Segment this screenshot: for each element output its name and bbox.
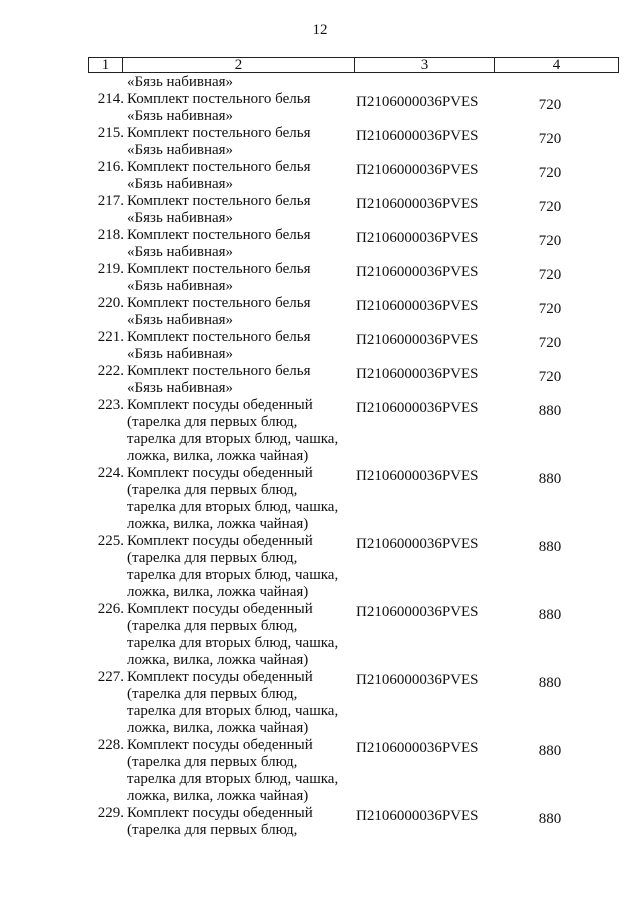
table-row — [0, 227, 640, 261]
item-description-line: (тарелка для первых блюд, — [127, 550, 298, 566]
table-row — [0, 91, 640, 125]
item-description-line: «Бязь набивная» — [127, 312, 234, 328]
item-quantity: 720 — [538, 267, 562, 283]
item-code: П2106000036PVES — [356, 128, 479, 144]
table-row — [0, 465, 640, 533]
item-code: П2106000036PVES — [356, 196, 479, 212]
item-description-line: «Бязь набивная» — [127, 142, 234, 158]
item-description-line: Комплект посуды обеденный — [127, 669, 313, 685]
item-description-line: Комплект посуды обеденный — [127, 465, 313, 481]
row-number: 218. — [97, 227, 124, 243]
table-row — [0, 805, 640, 839]
item-description — [127, 737, 357, 805]
item-description-line: ложка, вилка, ложка чайная) — [127, 652, 309, 668]
item-description-line: Комплект постельного белья — [127, 91, 311, 107]
item-description-line: Комплект постельного белья — [127, 363, 311, 379]
row-number: 228. — [97, 737, 124, 753]
row-number: 217. — [97, 193, 124, 209]
item-quantity: 720 — [538, 233, 562, 249]
item-description-line: Комплект постельного белья — [127, 159, 311, 175]
item-description — [127, 91, 357, 125]
column-header-3: 3 — [355, 58, 495, 73]
item-quantity: 720 — [538, 131, 562, 147]
table-row — [0, 533, 640, 601]
item-code: П2106000036PVES — [356, 332, 479, 348]
item-description-line: Комплект постельного белья — [127, 329, 311, 345]
row-number: 215. — [97, 125, 124, 141]
row-number: 216. — [97, 159, 124, 175]
item-code: П2106000036PVES — [356, 264, 479, 280]
item-description-line: ложка, вилка, ложка чайная) — [127, 516, 309, 532]
row-number: 224. — [97, 465, 124, 481]
item-quantity: 720 — [538, 335, 562, 351]
item-quantity: 720 — [538, 301, 562, 317]
item-description-line: (тарелка для первых блюд, — [127, 822, 298, 838]
item-code: П2106000036PVES — [356, 298, 479, 314]
item-description-line: Комплект постельного белья — [127, 125, 311, 141]
item-description — [127, 227, 357, 261]
item-quantity: 880 — [538, 811, 562, 827]
item-description — [127, 261, 357, 295]
item-description-line: Комплект посуды обеденный — [127, 737, 313, 753]
item-description-line: Комплект посуды обеденный — [127, 397, 313, 413]
item-quantity: 720 — [538, 97, 562, 113]
item-description-line: Комплект посуды обеденный — [127, 601, 313, 617]
table-row — [0, 669, 640, 737]
item-description-line: «Бязь набивная» — [127, 346, 234, 362]
item-description — [127, 159, 357, 193]
item-description-line: «Бязь набивная» — [127, 380, 234, 396]
item-quantity: 880 — [538, 539, 562, 555]
item-description-line: тарелка для вторых блюд, чашка, — [127, 499, 339, 515]
item-description-line: тарелка для вторых блюд, чашка, — [127, 635, 339, 651]
item-code: П2106000036PVES — [356, 400, 479, 416]
table-row — [0, 363, 640, 397]
item-code: П2106000036PVES — [356, 604, 479, 620]
item-description-line: «Бязь набивная» — [127, 108, 234, 124]
item-quantity: 720 — [538, 199, 562, 215]
item-description-line: Комплект постельного белья — [127, 193, 311, 209]
row-number: 222. — [97, 363, 124, 379]
item-list — [0, 74, 640, 839]
item-description-line: тарелка для вторых блюд, чашка, — [127, 567, 339, 583]
table-row — [0, 125, 640, 159]
continued-item-text: «Бязь набивная» — [127, 74, 234, 90]
table-row — [0, 737, 640, 805]
item-description-line: Комплект посуды обеденный — [127, 533, 313, 549]
item-quantity: 720 — [538, 165, 562, 181]
item-quantity: 880 — [538, 471, 562, 487]
item-description — [127, 193, 357, 227]
item-description-line: (тарелка для первых блюд, — [127, 686, 298, 702]
item-description-line: «Бязь набивная» — [127, 210, 234, 226]
item-description-line: тарелка для вторых блюд, чашка, — [127, 431, 339, 447]
item-description — [127, 125, 357, 159]
item-description-line: «Бязь набивная» — [127, 176, 234, 192]
item-description — [127, 397, 357, 465]
item-description — [127, 805, 357, 839]
item-description — [127, 601, 357, 669]
page-number: 12 — [312, 22, 328, 38]
table-row — [0, 261, 640, 295]
item-description-line: ложка, вилка, ложка чайная) — [127, 448, 309, 464]
item-description-line: «Бязь набивная» — [127, 278, 234, 294]
column-header-2: 2 — [123, 58, 355, 73]
item-description-line: ложка, вилка, ложка чайная) — [127, 720, 309, 736]
item-description — [127, 363, 357, 397]
item-description-line: Комплект постельного белья — [127, 227, 311, 243]
item-description-line: ложка, вилка, ложка чайная) — [127, 788, 309, 804]
item-code: П2106000036PVES — [356, 468, 479, 484]
item-description — [127, 669, 357, 737]
row-number: 229. — [97, 805, 124, 821]
table-row — [0, 329, 640, 363]
item-description-line: (тарелка для первых блюд, — [127, 618, 298, 634]
item-description-line: тарелка для вторых блюд, чашка, — [127, 703, 339, 719]
item-quantity: 720 — [538, 369, 562, 385]
item-quantity: 880 — [538, 743, 562, 759]
item-code: П2106000036PVES — [356, 740, 479, 756]
table-row — [0, 601, 640, 669]
row-number: 220. — [97, 295, 124, 311]
item-description-line: Комплект постельного белья — [127, 295, 311, 311]
table-row — [0, 193, 640, 227]
table-row — [0, 159, 640, 193]
item-description-line: Комплект посуды обеденный — [127, 805, 313, 821]
row-number: 214. — [97, 91, 124, 107]
item-description-line: Комплект постельного белья — [127, 261, 311, 277]
item-code: П2106000036PVES — [356, 808, 479, 824]
row-number: 225. — [97, 533, 124, 549]
item-description — [127, 329, 357, 363]
item-code: П2106000036PVES — [356, 162, 479, 178]
item-description-line: ложка, вилка, ложка чайная) — [127, 584, 309, 600]
column-header-4: 4 — [495, 58, 619, 73]
item-description-line: (тарелка для первых блюд, — [127, 414, 298, 430]
item-code: П2106000036PVES — [356, 536, 479, 552]
item-description-line: (тарелка для первых блюд, — [127, 482, 298, 498]
item-code: П2106000036PVES — [356, 94, 479, 110]
item-quantity: 880 — [538, 607, 562, 623]
item-code: П2106000036PVES — [356, 672, 479, 688]
row-number: 219. — [97, 261, 124, 277]
item-quantity: 880 — [538, 675, 562, 691]
item-description-line: тарелка для вторых блюд, чашка, — [127, 771, 339, 787]
row-number: 227. — [97, 669, 124, 685]
row-number: 226. — [97, 601, 124, 617]
row-number: 221. — [97, 329, 124, 345]
item-description-line: «Бязь набивная» — [127, 244, 234, 260]
item-description — [127, 533, 357, 601]
item-quantity: 880 — [538, 403, 562, 419]
column-header-1: 1 — [89, 58, 123, 73]
column-header-table — [88, 57, 619, 73]
item-code: П2106000036PVES — [356, 366, 479, 382]
table-row — [0, 295, 640, 329]
item-description-line: (тарелка для первых блюд, — [127, 754, 298, 770]
item-code: П2106000036PVES — [356, 230, 479, 246]
item-description — [127, 465, 357, 533]
row-number: 223. — [97, 397, 124, 413]
item-description — [127, 295, 357, 329]
table-row — [0, 397, 640, 465]
